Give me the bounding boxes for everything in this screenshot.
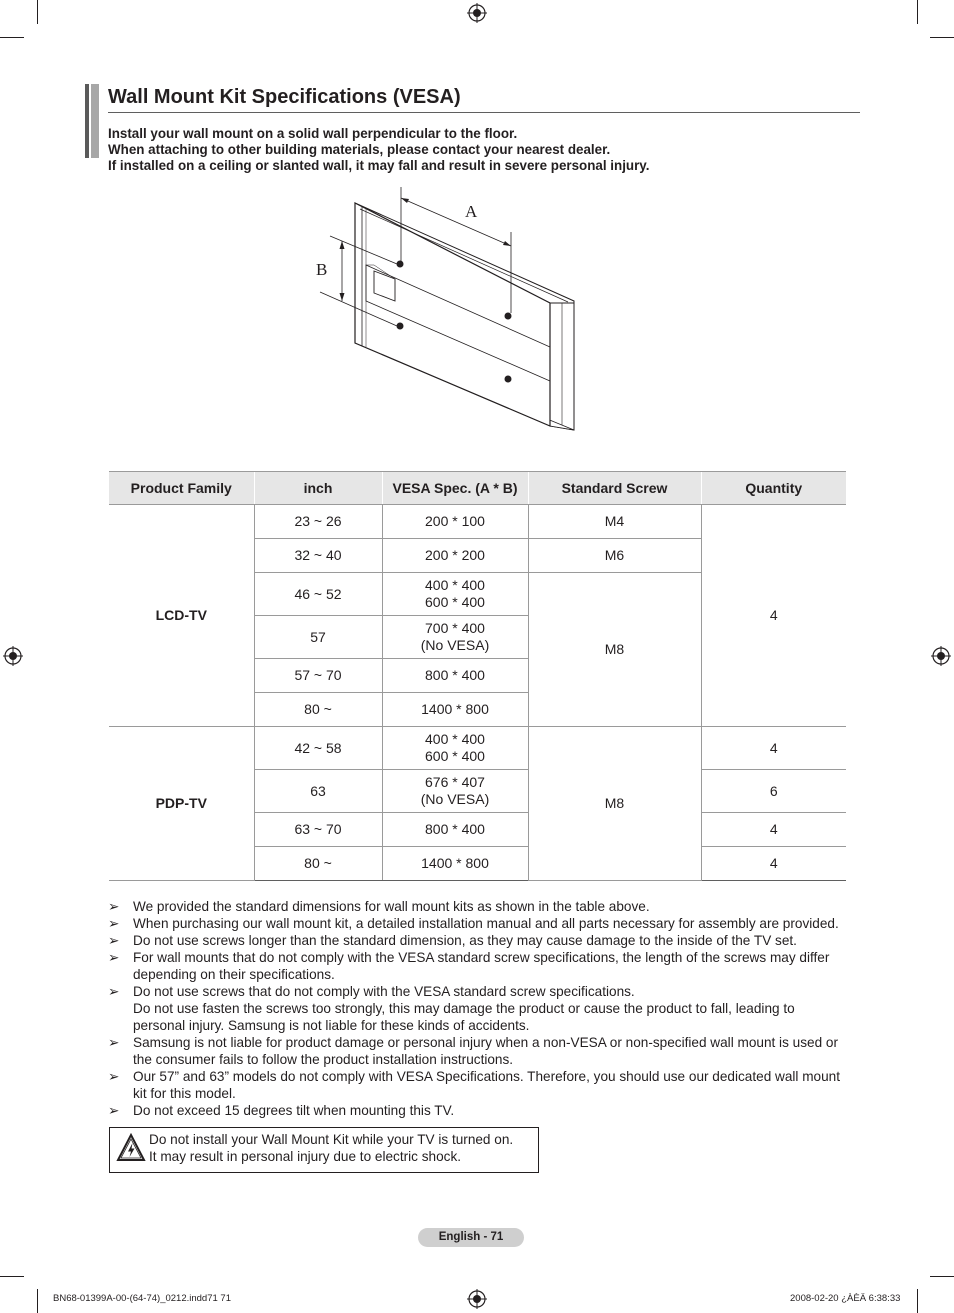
warning-box — [109, 1127, 539, 1173]
quantity-cell: 4 — [701, 847, 846, 881]
note-line: kit for this model. — [133, 1086, 236, 1101]
note-item — [108, 898, 858, 915]
inch-cell: 63 ~ 70 — [254, 813, 382, 847]
note-line: Do not use screws longer than the standard dimension, as they may cause damage to the inside of the TV set. — [133, 933, 797, 948]
note-line: Do not use fasten the screws too strongly, this may damage the product or cause the product to fall, leading to — [133, 1001, 795, 1016]
dimension-a-label: A — [465, 202, 478, 221]
intro-text — [108, 126, 858, 174]
registration-mark-icon — [467, 3, 487, 23]
arrow-bullet-icon: ➢ — [108, 950, 120, 965]
quantity-cell: 6 — [701, 770, 846, 813]
warning-triangle-icon — [116, 1133, 146, 1163]
crop-mark — [37, 1289, 38, 1313]
page-number: English - 71 — [418, 1228, 524, 1247]
header-standard-screw: Standard Screw — [528, 472, 701, 505]
note-line: We provided the standard dimensions for wall mount kits as shown in the table above. — [133, 899, 650, 914]
vesa-spec-table — [109, 471, 846, 881]
inch-cell: 57 ~ 70 — [254, 659, 382, 693]
arrow-bullet-icon: ➢ — [108, 984, 120, 999]
arrow-bullet-icon: ➢ — [108, 899, 120, 914]
vesa-cell: 400 * 400 600 * 400 — [382, 727, 528, 770]
vesa-cell: 676 * 407 (No VESA) — [382, 770, 528, 813]
table-header-row — [109, 472, 846, 505]
note-line: Our 57” and 63” models do not comply with VESA Specifications. Therefore, you should use our dedicated wall mount — [133, 1069, 841, 1084]
note-item — [108, 915, 858, 932]
table-row — [109, 505, 846, 539]
note-item — [108, 983, 858, 1034]
arrow-bullet-icon: ➢ — [108, 1035, 120, 1050]
note-item — [108, 932, 858, 949]
table-row — [109, 727, 846, 770]
crop-mark — [930, 1276, 954, 1277]
family-cell: PDP-TV — [109, 727, 254, 881]
vesa-cell: 700 * 400 (No VESA) — [382, 616, 528, 659]
inch-cell: 23 ~ 26 — [254, 505, 382, 539]
inch-cell: 32 ~ 40 — [254, 539, 382, 573]
tv-back-diagram — [300, 185, 600, 435]
screw-cell: M6 — [528, 539, 701, 573]
crop-mark — [930, 37, 954, 38]
header-inch: inch — [254, 472, 382, 505]
screw-cell: M4 — [528, 505, 701, 539]
quantity-cell: 4 — [701, 727, 846, 770]
intro-line: Install your wall mount on a solid wall perpendicular to the floor. — [108, 126, 518, 141]
inch-cell: 57 — [254, 616, 382, 659]
page-title: Wall Mount Kit Specifications (VESA) — [108, 84, 860, 113]
quantity-cell: 4 — [701, 813, 846, 847]
vesa-cell: 1400 * 800 — [382, 847, 528, 881]
arrow-bullet-icon: ➢ — [108, 1103, 120, 1118]
crop-mark — [0, 1276, 24, 1277]
arrow-bullet-icon: ➢ — [108, 933, 120, 948]
vesa-cell: 800 * 400 — [382, 659, 528, 693]
warning-line: It may result in personal injury due to electric shock. — [149, 1149, 462, 1164]
header-product-family: Product Family — [109, 472, 254, 505]
warning-text — [149, 1131, 513, 1165]
title-decoration — [85, 84, 99, 158]
header-vesa-spec: VESA Spec. (A * B) — [382, 472, 528, 505]
note-line: Do not use screws that do not comply with the VESA standard screw specifications. — [133, 984, 635, 999]
inch-cell: 46 ~ 52 — [254, 573, 382, 616]
intro-line: When attaching to other building materials, please contact your nearest dealer. — [108, 142, 611, 157]
note-line: When purchasing our wall mount kit, a detailed installation manual and all parts necessary for assembly are provided. — [133, 916, 839, 931]
note-item — [108, 1034, 858, 1068]
arrow-bullet-icon: ➢ — [108, 1069, 120, 1084]
file-slug: BN68-01399A-00-(64-74)_0212.indd71 71 — [53, 1293, 231, 1304]
arrow-bullet-icon: ➢ — [108, 916, 120, 931]
note-line: Samsung is not liable for product damage or personal injury when a non-VESA or non-specified wall mount is used or — [133, 1035, 838, 1050]
crop-mark — [917, 1289, 918, 1313]
vesa-cell: 200 * 100 — [382, 505, 528, 539]
note-line: depending on their specifications. — [133, 967, 335, 982]
registration-mark-icon — [3, 646, 23, 666]
note-item — [108, 949, 858, 983]
date-slug: 2008-02-20 ¿ÀÈÄ 6:38:33 — [790, 1293, 901, 1304]
intro-line: If installed on a ceiling or slanted wall, it may fall and result in severe personal injury. — [108, 158, 650, 173]
crop-mark — [37, 0, 38, 24]
note-line: For wall mounts that do not comply with the VESA standard screw specifications, the length of the screws may differ — [133, 950, 830, 965]
vesa-cell: 400 * 400 600 * 400 — [382, 573, 528, 616]
registration-mark-icon — [467, 1289, 487, 1309]
note-line: personal injury. Samsung is not liable for these kinds of accidents. — [133, 1018, 530, 1033]
quantity-cell: 4 — [701, 505, 846, 727]
registration-mark-icon — [931, 646, 951, 666]
note-item — [108, 1068, 858, 1102]
dimension-b-label: B — [316, 260, 328, 279]
crop-mark — [0, 37, 24, 38]
vesa-cell: 800 * 400 — [382, 813, 528, 847]
family-cell: LCD-TV — [109, 505, 254, 727]
inch-cell: 42 ~ 58 — [254, 727, 382, 770]
screw-cell: M8 — [528, 727, 701, 881]
notes-list — [108, 898, 858, 1119]
note-line: the consumer fails to follow the product installation instructions. — [133, 1052, 514, 1067]
warning-line: Do not install your Wall Mount Kit while your TV is turned on. — [149, 1132, 514, 1147]
vesa-cell: 1400 * 800 — [382, 693, 528, 727]
note-item — [108, 1102, 858, 1119]
crop-mark — [917, 0, 918, 24]
note-line: Do not exceed 15 degrees tilt when mounting this TV. — [133, 1103, 455, 1118]
inch-cell: 80 ~ — [254, 693, 382, 727]
screw-cell: M8 — [528, 573, 701, 727]
inch-cell: 80 ~ — [254, 847, 382, 881]
inch-cell: 63 — [254, 770, 382, 813]
header-quantity: Quantity — [701, 472, 846, 505]
vesa-cell: 200 * 200 — [382, 539, 528, 573]
